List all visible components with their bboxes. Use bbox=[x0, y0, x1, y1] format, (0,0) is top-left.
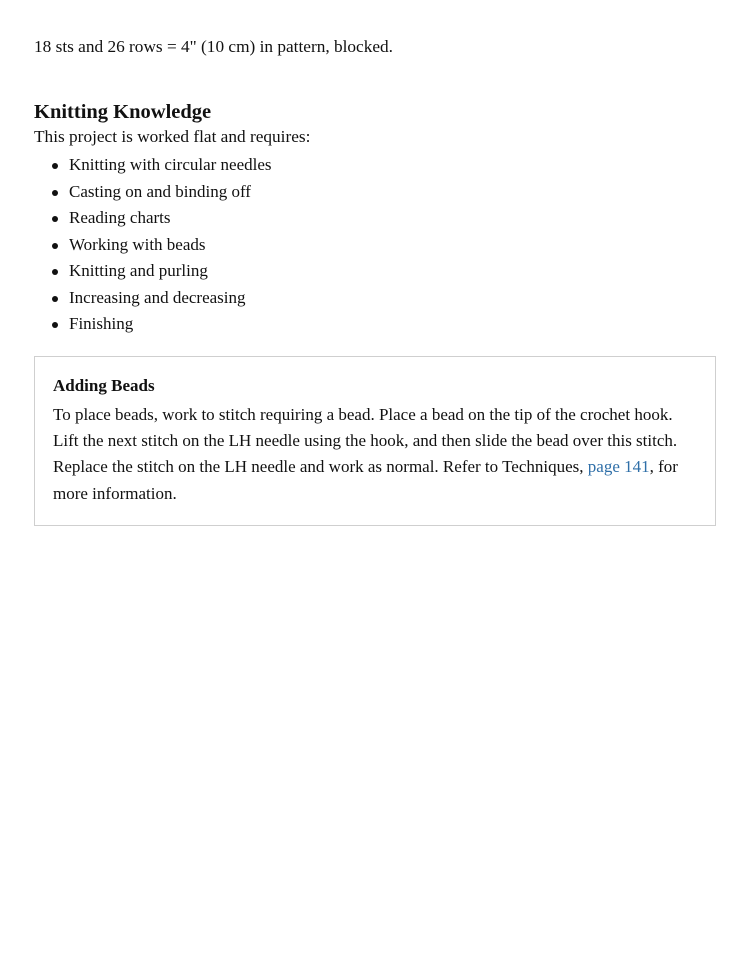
bullet-icon bbox=[52, 163, 58, 169]
list-item bbox=[69, 258, 716, 285]
list-item-label: Reading charts bbox=[69, 208, 171, 227]
adding-beads-body-tail: , for more information. bbox=[53, 457, 678, 503]
list-item-label: Casting on and binding off bbox=[69, 181, 251, 201]
list-item bbox=[69, 232, 716, 259]
knitting-knowledge-heading: Knitting Knowledge bbox=[34, 101, 212, 123]
list-item bbox=[69, 311, 716, 338]
bullet-icon bbox=[52, 243, 58, 249]
adding-beads-body-text: To place beads, work to stitch requiring a bead. Place a bead on the tip of the crochet hook. Lift the next stitch on the LH needle using the hook, and then slide the bead over this stitch. Replace the stitch on the LH needle and work as normal. Refer to Techniques, bbox=[53, 404, 678, 477]
list-item bbox=[69, 205, 716, 232]
list-item-label: Knitting and purling bbox=[69, 261, 208, 280]
list-item-label: Finishing bbox=[69, 314, 134, 333]
list-item bbox=[69, 285, 716, 312]
knitting-knowledge-intro: This project is worked flat and requires: bbox=[34, 127, 311, 146]
adding-beads-title: Adding Beads bbox=[53, 375, 155, 395]
list-item bbox=[69, 152, 716, 179]
bullet-icon bbox=[52, 296, 58, 302]
list-item-label: Working with beads bbox=[69, 234, 206, 254]
list-item bbox=[69, 179, 716, 206]
adding-beads-sidebar bbox=[34, 356, 716, 527]
bullet-icon bbox=[52, 269, 58, 275]
gauge-text: 18 sts and 26 rows = 4" (10 cm) in pattern, blocked. bbox=[34, 37, 393, 56]
list-item-label: Knitting with circular needles bbox=[69, 155, 272, 174]
bullet-icon bbox=[52, 190, 58, 196]
bullet-icon bbox=[52, 216, 58, 222]
page-reference-link[interactable]: page 141 bbox=[587, 457, 650, 477]
bullet-icon bbox=[52, 322, 58, 328]
requirements-list bbox=[34, 152, 716, 338]
adding-beads-body bbox=[53, 402, 697, 508]
list-item-label: Increasing and decreasing bbox=[69, 287, 246, 307]
